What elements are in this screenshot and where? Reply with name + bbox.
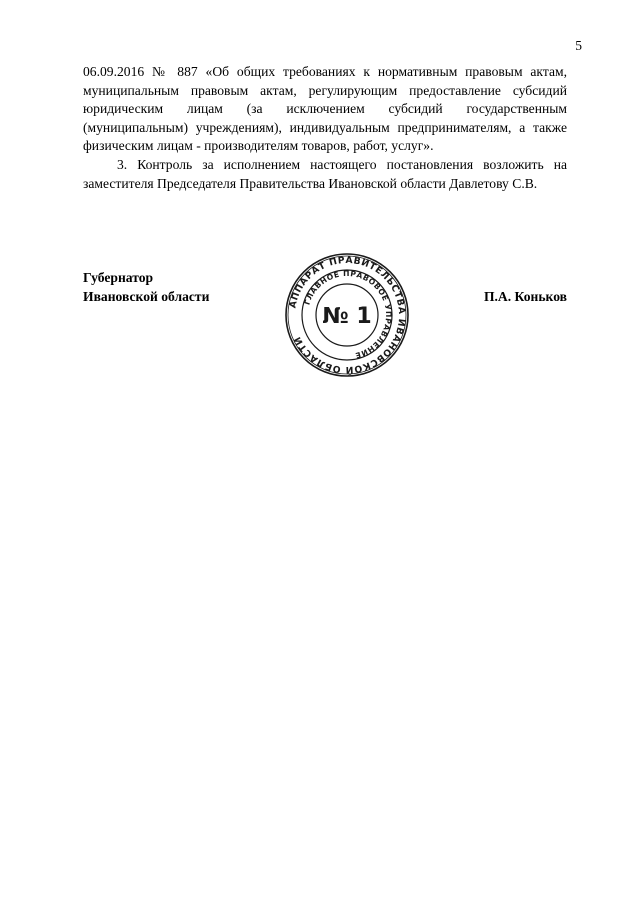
seal-outer-text: АППАРАТ ПРАВИТЕЛЬСТВА ИВАНОВСКОЙ ОБЛАСТИ	[287, 254, 408, 376]
official-seal-stamp	[284, 252, 410, 378]
signature-title-line-1: Губернатор	[83, 270, 154, 285]
page-number: 5	[575, 38, 582, 53]
paragraph-continuation: 06.09.2016 № 887 «Об общих требованиях к нормативным правовым актам, муниципальным правовым актам, регулирующим предоставление субсидий юридическим лицам (за исключением субсидий государственным (муниципальным) учреждениям), индивидуальным предпринимателям, а также физическим лицам - производителям товаров, работ, услуг».	[83, 64, 567, 154]
signatory-name: П.А. Коньков	[483, 289, 567, 304]
paragraph-3-control: 3. Контроль за исполнением настоящего постановления возложить на заместителя Председателя Правительства Ивановской области Давлетову С.В.	[83, 156, 567, 191]
seal-number: № 1	[322, 304, 372, 329]
signature-title	[83, 269, 209, 306]
seal-inner-text: ГЛАВНОЕ ПРАВОВОЕ УПРАВЛЕНИЕ	[302, 268, 394, 361]
document-body	[83, 63, 567, 193]
signature-title-line-2: Ивановской области	[83, 288, 210, 304]
